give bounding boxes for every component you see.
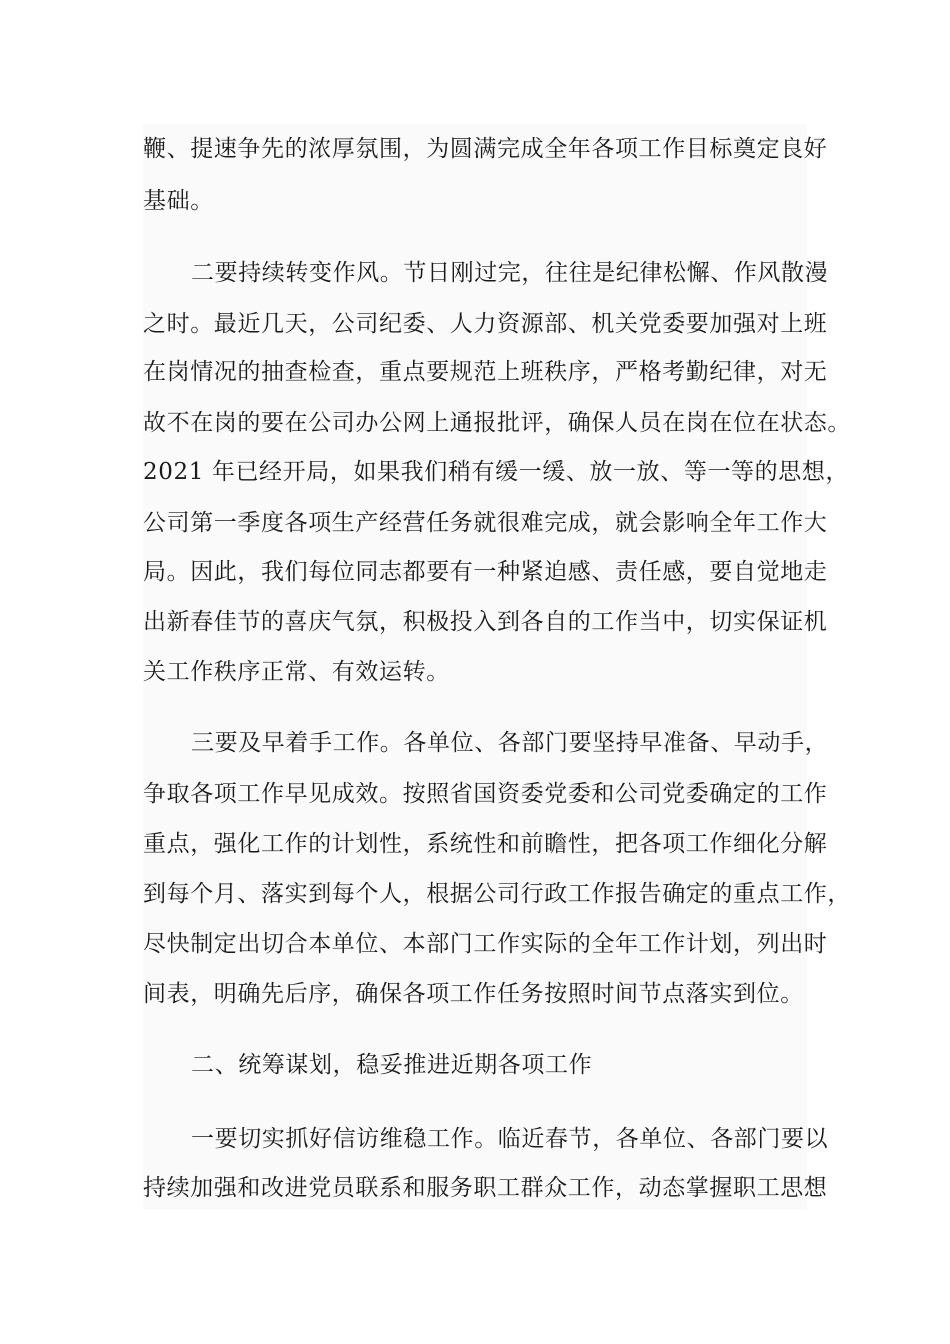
text-line: 2021 年已经开局，如果我们稍有缓一缓、放一放、等一等的思想， (143, 459, 850, 485)
paragraph-start-line: 二要持续转变作风。节日刚过完，往往是纪律松懈、作风散漫 (191, 260, 829, 286)
text-line: 之时。最近几天，公司纪委、人力资源部、机关党委要加强对上班 (143, 311, 828, 337)
text-line: 鞭、提速争先的浓厚氛围，为圆满完成全年各项工作目标奠定良好 (143, 136, 828, 162)
paragraph-start-line: 三要及早着手工作。各单位、各部门要坚持早准备、早动手， (191, 730, 829, 756)
text-line: 局。因此，我们每位同志都要有一种紧迫感、责任感，要自觉地走 (143, 559, 828, 585)
text-line: 争取各项工作早见成效。按照省国资委党委和公司党委确定的工作 (143, 781, 828, 807)
text-line: 基础。 (143, 188, 214, 214)
text-line: 出新春佳节的喜庆气氛，积极投入到各自的工作当中，切实保证机 (143, 609, 828, 635)
text-line: 间表，明确先后序，确保各项工作任务按照时间节点落实到位。 (143, 981, 804, 1007)
text-line: 在岗情况的抽查检查，重点要规范上班秩序，严格考勤纪律，对无 (143, 359, 828, 385)
text-line: 到每个月、落实到每个人，根据公司行政工作报告确定的重点工作， (143, 881, 851, 907)
paragraph-start-line: 一要切实抓好信访维稳工作。临近春节，各单位、各部门要以 (191, 1126, 829, 1152)
text-line: 尽快制定出切合本单位、本部门工作实际的全年工作计划，列出时 (143, 931, 828, 957)
text-line: 重点，强化工作的计划性，系统性和前瞻性，把各项工作细化分解 (143, 831, 828, 857)
section-heading: 二、统筹谋划，稳妥推进近期各项工作 (191, 1052, 593, 1078)
text-line: 持续加强和改进党员联系和服务职工群众工作，动态掌握职工思想 (143, 1175, 828, 1201)
text-line: 故不在岗的要在公司办公网上通报批评，确保人员在岗在位在状态。 (143, 410, 851, 436)
text-line: 关工作秩序正常、有效运转。 (143, 659, 450, 685)
text-line: 公司第一季度各项生产经营任务就很难完成，就会影响全年工作大 (143, 510, 828, 536)
